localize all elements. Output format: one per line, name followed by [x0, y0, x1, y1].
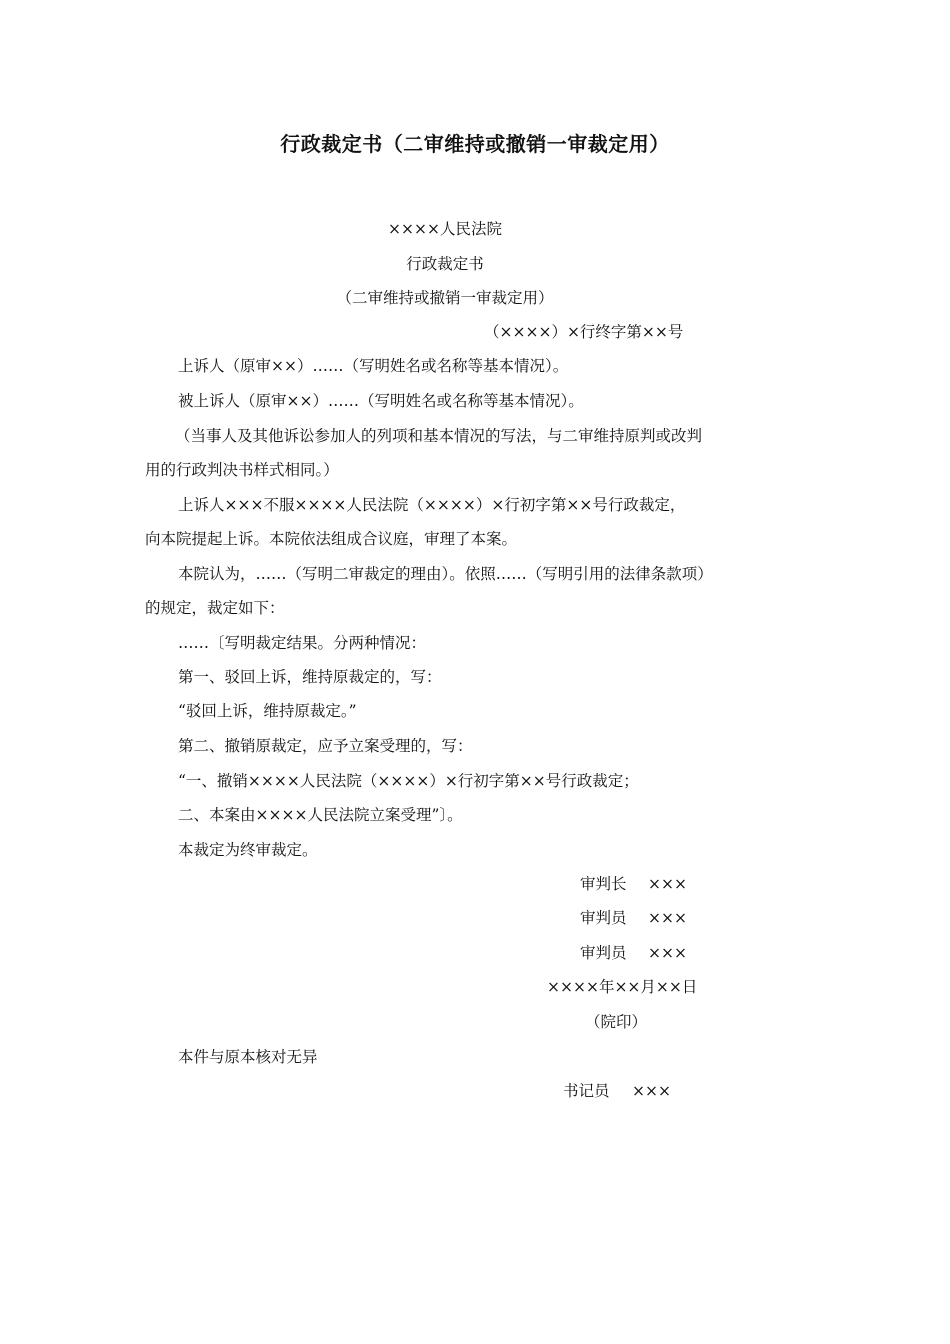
case-number: （××××）×行终字第××号	[484, 323, 684, 341]
clerk-role: 书记员	[563, 1082, 610, 1100]
court-name: ××××人民法院	[388, 220, 502, 238]
signature-name-judge-1: ×××	[648, 909, 687, 927]
doc-type: 行政裁定书	[406, 255, 484, 273]
signature-name-presiding: ×××	[648, 875, 687, 893]
verification-note: 本件与原本核对无异	[178, 1048, 318, 1066]
court-seal: （院印）	[585, 1013, 648, 1031]
para2-line2: 的规定，裁定如下：	[145, 599, 285, 617]
para1-line2: 向本院提起上诉。本院依法组成合议庭，审理了本案。	[145, 530, 518, 548]
result-intro: ……〔写明裁定结果。分两种情况：	[178, 634, 427, 652]
para1-line1: 上诉人×××不服××××人民法院（××××）×行初字第××号行政裁定，	[178, 496, 686, 514]
clerk-name: ×××	[632, 1082, 671, 1100]
document-date: ××××年××月××日	[547, 978, 698, 996]
document-title: 行政裁定书（二审维持或撤销一审裁定用）	[280, 132, 670, 156]
final-statement: 本裁定为终审裁定。	[178, 841, 318, 859]
doc-subtitle: （二审维持或撤销一审裁定用）	[336, 289, 554, 307]
signature-role-judge-2: 审判员	[580, 944, 627, 962]
party-note-line1: （当事人及其他诉讼参加人的列项和基本情况的写法，与二审维持原判或改判	[175, 427, 703, 445]
signature-role-presiding: 审判长	[580, 875, 627, 893]
appellant-line: 上诉人（原审××）……（写明姓名或名称等基本情况）。	[178, 357, 569, 375]
case2-text1: “一、撤销××××人民法院（××××）×行初字第××号行政裁定；	[178, 772, 639, 790]
para2-line1: 本院认为，……（写明二审裁定的理由）。依照……（写明引用的法律条款项）	[178, 565, 713, 583]
signature-name-judge-2: ×××	[648, 944, 687, 962]
signature-role-judge-1: 审判员	[580, 909, 627, 927]
case1-text: “驳回上诉，维持原裁定。”	[178, 702, 357, 720]
appellee-line: 被上诉人（原审××）……（写明姓名或名称等基本情况）。	[178, 392, 584, 410]
case2-label: 第二、撤销原裁定，应予立案受理的，写：	[178, 737, 473, 755]
case1-label: 第一、驳回上诉，维持原裁定的，写：	[178, 668, 442, 686]
party-note-line2: 用的行政判决书样式相同。）	[145, 461, 339, 479]
case2-text2: 二、本案由××××人民法院立案受理”〕。	[178, 806, 463, 824]
